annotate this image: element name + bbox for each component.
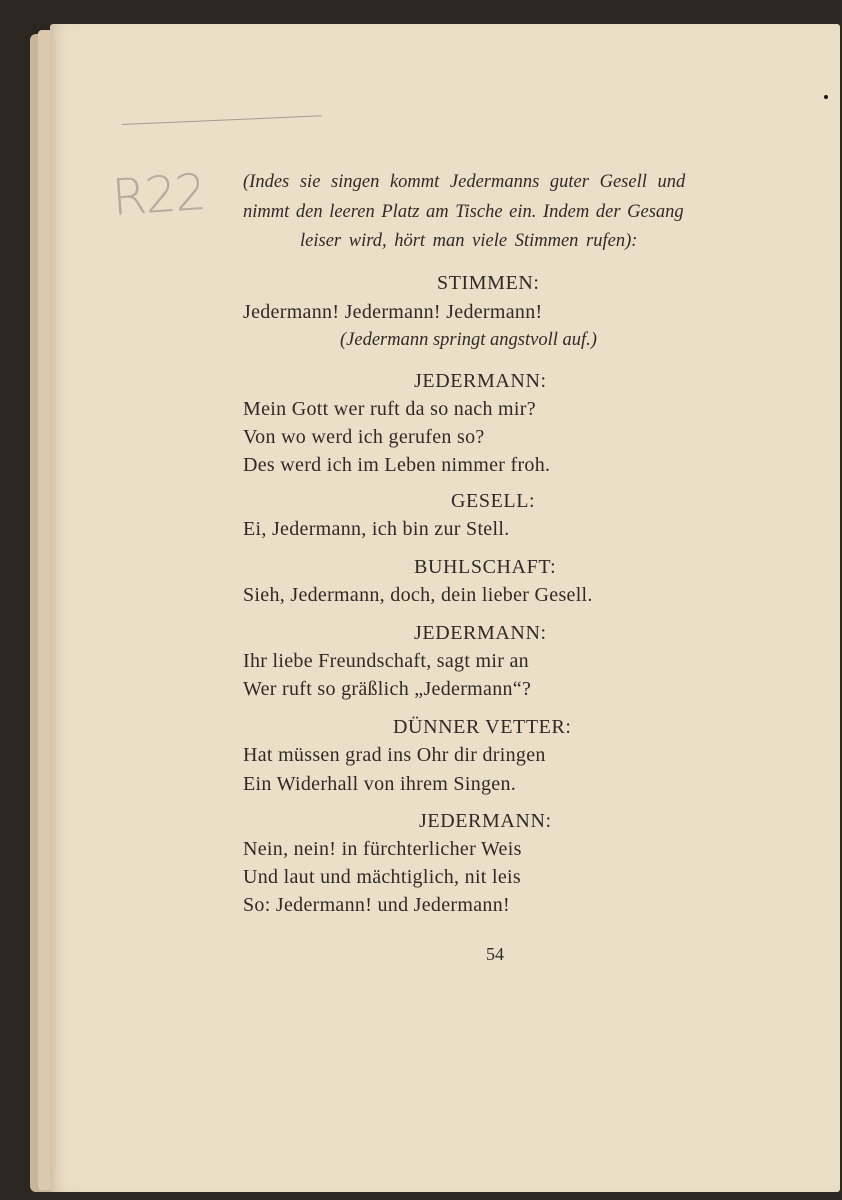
verse-line: Ei, Jedermann, ich bin zur Stell.	[243, 518, 510, 540]
pencil-margin-note: R22	[110, 162, 207, 228]
speaker-name: GESELL:	[451, 490, 536, 512]
verse-line: Von wo werd ich gerufen so?	[243, 426, 485, 448]
stage-direction-line: (Jedermann springt angstvoll auf.)	[340, 330, 597, 350]
speaker-name: BUHLSCHAFT:	[414, 556, 557, 578]
stage-direction-line: leiser wird, hört man viele Stimmen rufen):	[300, 231, 638, 251]
binding-hole	[824, 95, 828, 99]
verse-line: Und laut und mächtiglich, nit leis	[243, 866, 521, 888]
stage-direction-line: nimmt den leeren Platz am Tische ein. Indem der Gesang	[243, 202, 684, 222]
verse-line: Nein, nein! in fürchterlicher Weis	[243, 838, 522, 860]
page-number: 54	[486, 944, 504, 964]
verse-line: Wer ruft so gräßlich „Jedermann“?	[243, 678, 532, 700]
speaker-name: JEDERMANN:	[414, 370, 547, 392]
verse-line: Jedermann! Jedermann! Jedermann!	[243, 301, 543, 323]
verse-line: Des werd ich im Leben nimmer froh.	[243, 454, 551, 476]
verse-line: So: Jedermann! und Jedermann!	[243, 894, 510, 916]
verse-line: Mein Gott wer ruft da so nach mir?	[243, 398, 536, 420]
stage-direction-line: (Indes sie singen kommt Jedermanns guter Gesell und	[243, 172, 686, 192]
page-edges-lines	[50, 40, 56, 1170]
speaker-name: JEDERMANN:	[419, 810, 552, 832]
speaker-name: DÜNNER VETTER:	[393, 716, 572, 738]
speaker-name: JEDERMANN:	[414, 622, 547, 644]
verse-line: Sieh, Jedermann, doch, dein lieber Gesell.	[243, 584, 593, 606]
verse-line: Hat müssen grad ins Ohr dir dringen	[243, 744, 546, 766]
speaker-name: STIMMEN:	[437, 272, 540, 294]
verse-line: Ihr liebe Freundschaft, sagt mir an	[243, 650, 529, 672]
verse-line: Ein Widerhall von ihrem Singen.	[243, 773, 517, 795]
